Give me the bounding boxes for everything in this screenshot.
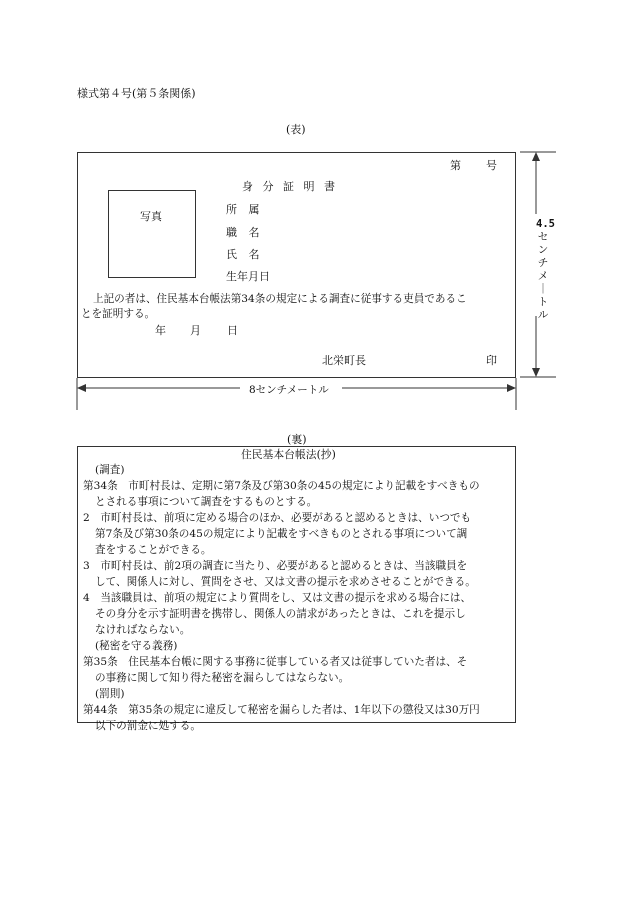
back-text-line: 3 市町村長は、前2項の調査に当たり、必要があると認めるときは、当該職員を [83,560,468,572]
back-text-line: なければならない。 [95,624,191,636]
date-day: 日 [227,324,238,337]
back-text-line: 査をすることができる。 [95,544,212,556]
back-text-line: 4 当該職員は、前項の規定により質問をし、又は文書の提示を求める場合には、 [83,592,472,604]
back-text-line: の事務に関して知り得た秘密を漏らしてはならない。 [95,672,350,684]
photo-label: 写真 [140,210,162,223]
back-text-line: 第34条 市町村長は、定期に第7条及び第30条の45の規定により記載をすべきもの [83,480,480,492]
back-text-line: して、関係人に対し、質問をさせ、又は文書の提示を求めさせることができる。 [95,576,476,588]
date-month: 月 [190,324,201,337]
back-text-line: 以下の罰金に処する。 [95,720,201,732]
field-name: 氏 名 [226,248,264,261]
height-number: 4.5 [536,218,555,230]
back-text-line: 第44条 第35条の規定に違反して秘密を漏らした者は、1年以下の懲役又は30万円 [83,704,480,716]
back-text-line: その身分を示す証明書を携帯し、関係人の請求があったときは、これを提示し [95,608,466,620]
statement-line-2: とを証明する。 [81,308,156,320]
issuer: 北栄町長 [322,354,366,367]
back-text-line: (罰則) [95,688,125,700]
statement-line-1: 上記の者は、住民基本台帳法第34条の規定による調査に従事する吏員であるこ [93,293,467,305]
number-dai: 第 [450,159,461,172]
height-dimension-label [536,218,555,322]
field-title: 職 名 [226,226,264,239]
back-text-line: 第7条及び第30条の45の規定により記載をすべきものとされる事項について調 [95,528,468,540]
seal-mark: 印 [486,354,497,367]
back-text-line: とされる事項について調査をするものとする。 [95,496,318,508]
field-affiliation: 所 属 [226,203,264,216]
back-text-line: (調査) [95,464,125,476]
height-unit: セ ン チ メ ｜ ト ル [537,231,549,321]
photo-box [108,190,196,278]
number-go: 号 [486,159,497,172]
back-text-line: 第35条 住民基本台帳に関する事務に従事している者又は従事していた者は、そ [83,656,468,668]
back-text-line: 2 市町村長は、前項に定める場合のほか、必要があると認めるときは、いつでも [83,512,472,524]
back-title: 住民基本台帳法(抄) [241,448,336,461]
back-text-line: (秘密を守る義務) [95,640,178,652]
form-title: 様式第４号(第５条関係) [77,87,196,100]
date-year: 年 [155,324,166,337]
field-birthdate: 生年月日 [226,270,270,283]
width-dimension-label: 8センチメートル [249,384,329,396]
back-label: (裏) [287,433,307,446]
card-heading: 身 分 証 明 書 [242,180,338,193]
front-label: (表) [286,123,306,136]
